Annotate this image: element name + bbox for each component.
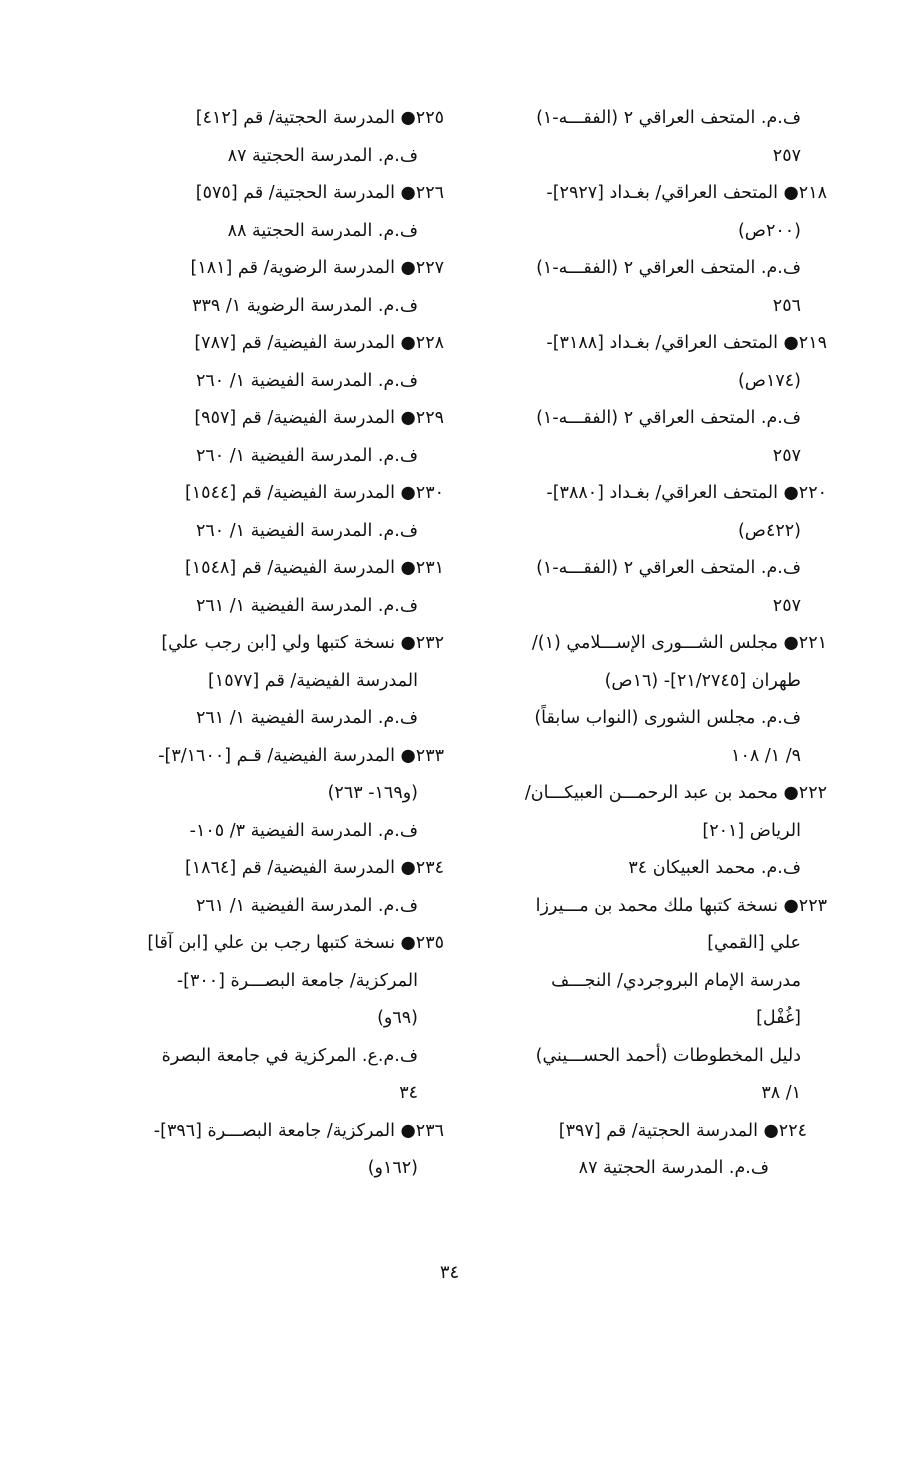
text-line: دليل المخطوطات (أحمد الحســـيني) xyxy=(535,1045,801,1066)
text-line: ٢٢٩● المدرسة الفيضية/ قم [٩٥٧] xyxy=(194,408,444,428)
text-line: الرياض [٢٠١] xyxy=(702,820,801,841)
text-line: ٢٢٨● المدرسة الفيضية/ قم [٧٨٧] xyxy=(194,333,444,353)
text-line: ٢٢٣● نسخة كتبها ملك محمد بن مـــيرزا xyxy=(535,895,827,916)
text-line: ف.م. المدرسة الحجتية ٨٧ xyxy=(227,145,418,166)
text-line: (٢٠٠ص) xyxy=(737,220,801,241)
text-line: مدرسة الإمام البروجردي/ النجـــف xyxy=(551,970,801,991)
left-column xyxy=(74,100,444,1188)
text-line: ٢٣٣● المدرسة الفيضية/ قـم [٣/١٦٠٠]- xyxy=(158,745,444,766)
text-line: (٦٩و) xyxy=(377,1008,418,1028)
text-line: (٤٢٢ص) xyxy=(737,520,801,541)
text-line: ١/ ٣٨ xyxy=(761,1083,801,1103)
text-line: ف.م. محمد العبيكان ٣٤ xyxy=(628,858,801,878)
text-line: ٢٥٧ xyxy=(772,145,801,166)
text-line: ٢١٩● المتحف العراقي/ بغـداد [٣١٨٨]- xyxy=(546,333,827,353)
text-line: ف.م. المدرسة الفيضية ١/ ٢٦٠ xyxy=(195,370,418,391)
text-line: [غُفْل] xyxy=(756,1008,801,1028)
text-line: ٢٥٧ xyxy=(772,595,801,616)
text-line: المركزية/ جامعة البصـــرة [٣٠٠]- xyxy=(176,970,418,991)
text-line: ف.م. المدرسة الفيضية ٣/ ١٠٥- xyxy=(189,820,418,841)
text-line: ٢٥٧ xyxy=(772,445,801,466)
text-line: ف.م. المدرسة الفيضية ١/ ٢٦١ xyxy=(195,708,418,728)
text-line: ٢٢٢● محمد بن عبد الرحمـــن العبيكـــان/ xyxy=(524,783,827,803)
text-line: (١٦٢و) xyxy=(367,1158,418,1178)
text-line: ف.م. المدرسة الفيضية ١/ ٢٦١ xyxy=(195,895,418,916)
text-line: ٢٣٠● المدرسة الفيضية/ قم [١٥٤٤] xyxy=(184,483,444,503)
text-line: ف.م. المتحف العراقي ٢ (الفقـــه-١) xyxy=(536,408,801,428)
text-line: ف.م. المتحف العراقي ٢ (الفقـــه-١) xyxy=(536,558,801,578)
text-line: ٣٤ xyxy=(399,1083,418,1103)
text-line: ف.م. المتحف العراقي ٢ (الفقـــه-١) xyxy=(536,108,801,128)
text-line: ف.م. المدرسة الحجتية ٨٧ xyxy=(578,1158,769,1178)
text-line: ٢٥٦ xyxy=(772,295,801,316)
text-line: ف.م. المتحف العراقي ٢ (الفقـــه-١) xyxy=(536,258,801,278)
text-line: ف.م. المدرسة الرضوية ١/ ٣٣٩ xyxy=(192,295,418,316)
text-line: علي [القمي] xyxy=(707,933,801,953)
text-line: ف.م. المدرسة الحجتية ٨٨ xyxy=(227,220,418,241)
text-line: ٢٢٤● المدرسة الحجتية/ قم [٣٩٧] xyxy=(558,1120,807,1141)
text-line: ٢٣١● المدرسة الفيضية/ قم [١٥٤٨] xyxy=(184,558,444,578)
text-line: ٢٢٥● المدرسة الحجتية/ قم [٤١٢] xyxy=(195,108,444,128)
text-line: ٩/ ١/ ١٠٨ xyxy=(731,745,801,766)
text-line: المدرسة الفيضية/ قم [١٥٧٧] xyxy=(207,670,418,691)
text-line: ف.م. المدرسة الفيضية ١/ ٢٦٠ xyxy=(195,520,418,541)
text-line: ٢٢٠● المتحف العراقي/ بغـداد [٣٨٨٠]- xyxy=(546,483,827,503)
text-line: ٢٣٢● نسخة كتبها ولي [ابن رجب علي] xyxy=(161,633,444,653)
text-line: ٢٣٥● نسخة كتبها رجب بن علي [ابن آقا] xyxy=(147,933,444,953)
page-number: ٣٤ xyxy=(439,1262,460,1283)
text-line: ٢٣٤● المدرسة الفيضية/ قم [١٨٦٤] xyxy=(184,858,444,878)
text-line: ٢١٨● المتحف العراقي/ بغـداد [٢٩٢٧]- xyxy=(546,183,827,203)
text-line: ٢٢١● مجلس الشـــورى الإســـلامي (١)/ xyxy=(531,633,827,653)
text-line: ٢٢٧● المدرسة الرضوية/ قم [١٨١] xyxy=(190,258,444,278)
text-line: (١٧٤ص) xyxy=(737,370,801,391)
text-line: ف.م. المدرسة الفيضية ١/ ٢٦٠ xyxy=(195,445,418,466)
text-line: ٢٢٦● المدرسة الحجتية/ قم [٥٧٥] xyxy=(195,183,444,203)
text-line: ف.م.ع. المركزية في جامعة البصرة xyxy=(161,1045,418,1066)
text-line: ٢٣٦● المركزية/ جامعة البصـــرة [٣٩٦]- xyxy=(153,1120,444,1141)
text-line: ف.م. مجلس الشورى (النواب سابقاً) xyxy=(534,708,801,728)
text-line: طهران [٢١/٢٧٤٥]- (١٦ص) xyxy=(604,670,801,691)
text-line: ف.م. المدرسة الفيضية ١/ ٢٦١ xyxy=(195,595,418,616)
text-line: (و١٦٩- ٢٦٣) xyxy=(327,783,418,803)
right-column xyxy=(467,100,827,1188)
